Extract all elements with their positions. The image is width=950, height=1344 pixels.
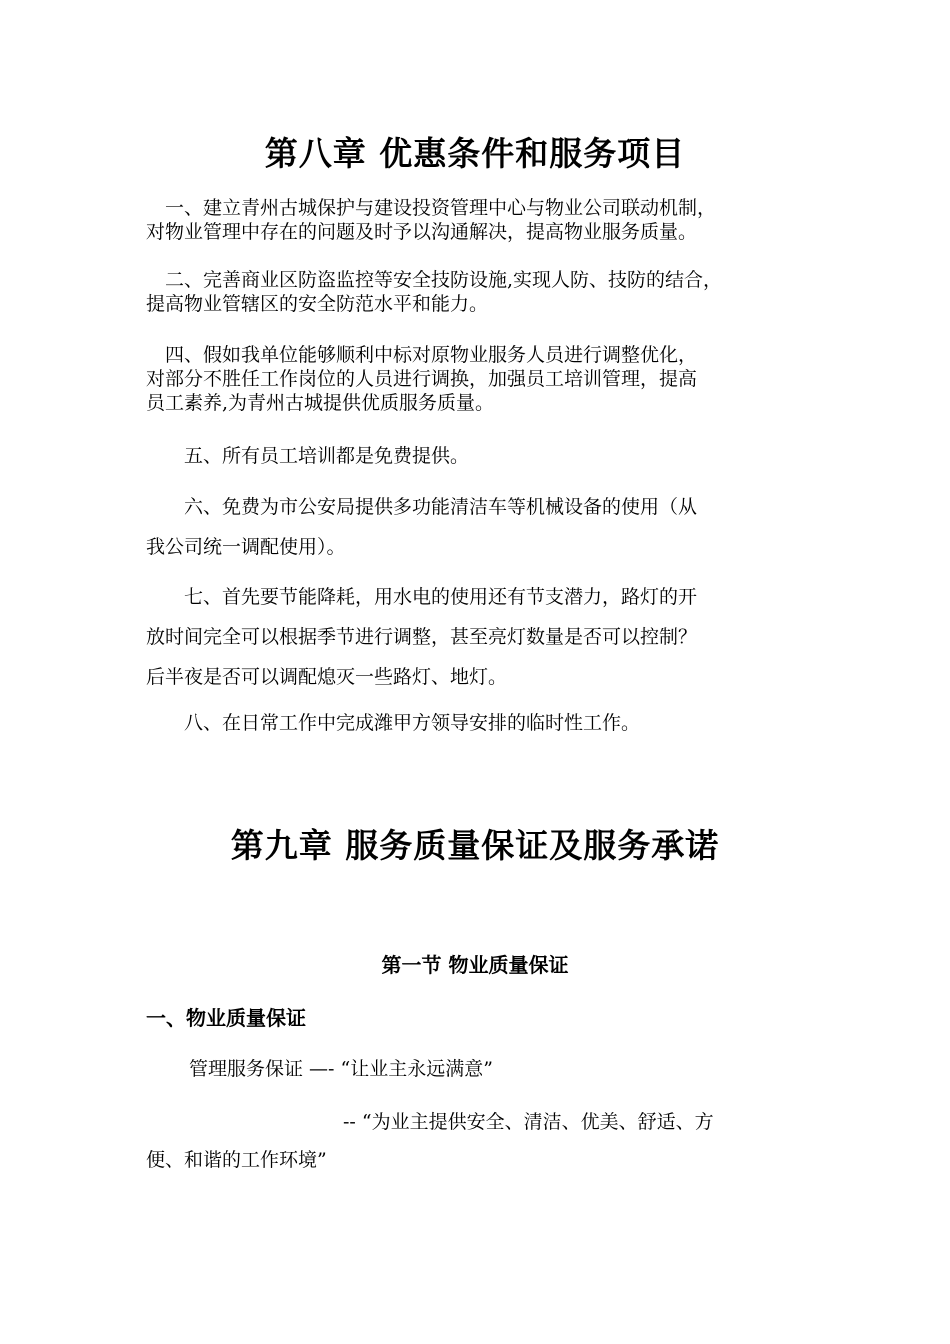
- guarantee-line: 管理服务保证 —- “让业主永远满意”: [189, 1058, 493, 1080]
- chapter-9-title: 第九章 服务质量保证及服务承诺: [230, 826, 720, 865]
- guarantee-line-3: 便、和谐的工作环境”: [146, 1149, 327, 1171]
- text-line: 对部分不胜任工作岗位的人员进行调换，加强员工培训管理，提高: [146, 368, 698, 390]
- chapter-8-title: 第八章 优惠条件和服务项目: [264, 134, 686, 173]
- text-line: 六、免费为市公安局提供多功能清洁车等机械设备的使用（从: [146, 496, 698, 518]
- text-line: 八、在日常工作中完成潍甲方领导安排的临时性工作。: [146, 712, 641, 734]
- subsection-title: 一、物业质量保证: [146, 1006, 306, 1030]
- text-line: 提高物业管辖区的安全防范水平和能力。: [146, 293, 489, 315]
- text-line: 放时间完全可以根据季节进行调整，甚至亮灯数量是否可以控制？: [146, 626, 698, 648]
- text-line: 我公司统一调配使用）。: [146, 536, 346, 558]
- chapter-8-item-4: [146, 343, 814, 415]
- text-line: 后半夜是否可以调配熄灭一些路灯、地灯。: [146, 666, 508, 688]
- chapter-8-item-6: [146, 487, 814, 567]
- text-line: 对物业管理中存在的问题及时予以沟通解决，提高物业服务质量。: [146, 221, 698, 243]
- chapter-8-item-2: [146, 268, 814, 316]
- text-line: 员工素养,为青州古城提供优质服务质量。: [146, 392, 495, 414]
- chapter-8-item-7: [146, 577, 814, 697]
- text-line: 五、所有员工培训都是免费提供。: [146, 445, 470, 467]
- section-title: 第一节 物业质量保证: [381, 953, 569, 977]
- chapter-8-item-5: [146, 436, 814, 476]
- text-line: 四、假如我单位能够顺利中标对原物业服务人员进行调整优化，: [146, 344, 698, 366]
- text-line: 一、建立青州古城保护与建设投资管理中心与物业公司联动机制，: [146, 197, 717, 219]
- chapter-8-item-8: [146, 703, 814, 743]
- guarantee-line-2: -- “为业主提供安全、清洁、优美、舒适、方: [343, 1111, 714, 1133]
- text-line: 七、首先要节能降耗，用水电的使用还有节支潜力，路灯的开: [146, 586, 698, 608]
- text-line: 二、完善商业区防盗监控等安全技防设施,实现人防、技防的结合，: [146, 269, 723, 291]
- chapter-8-item-1: [146, 196, 814, 244]
